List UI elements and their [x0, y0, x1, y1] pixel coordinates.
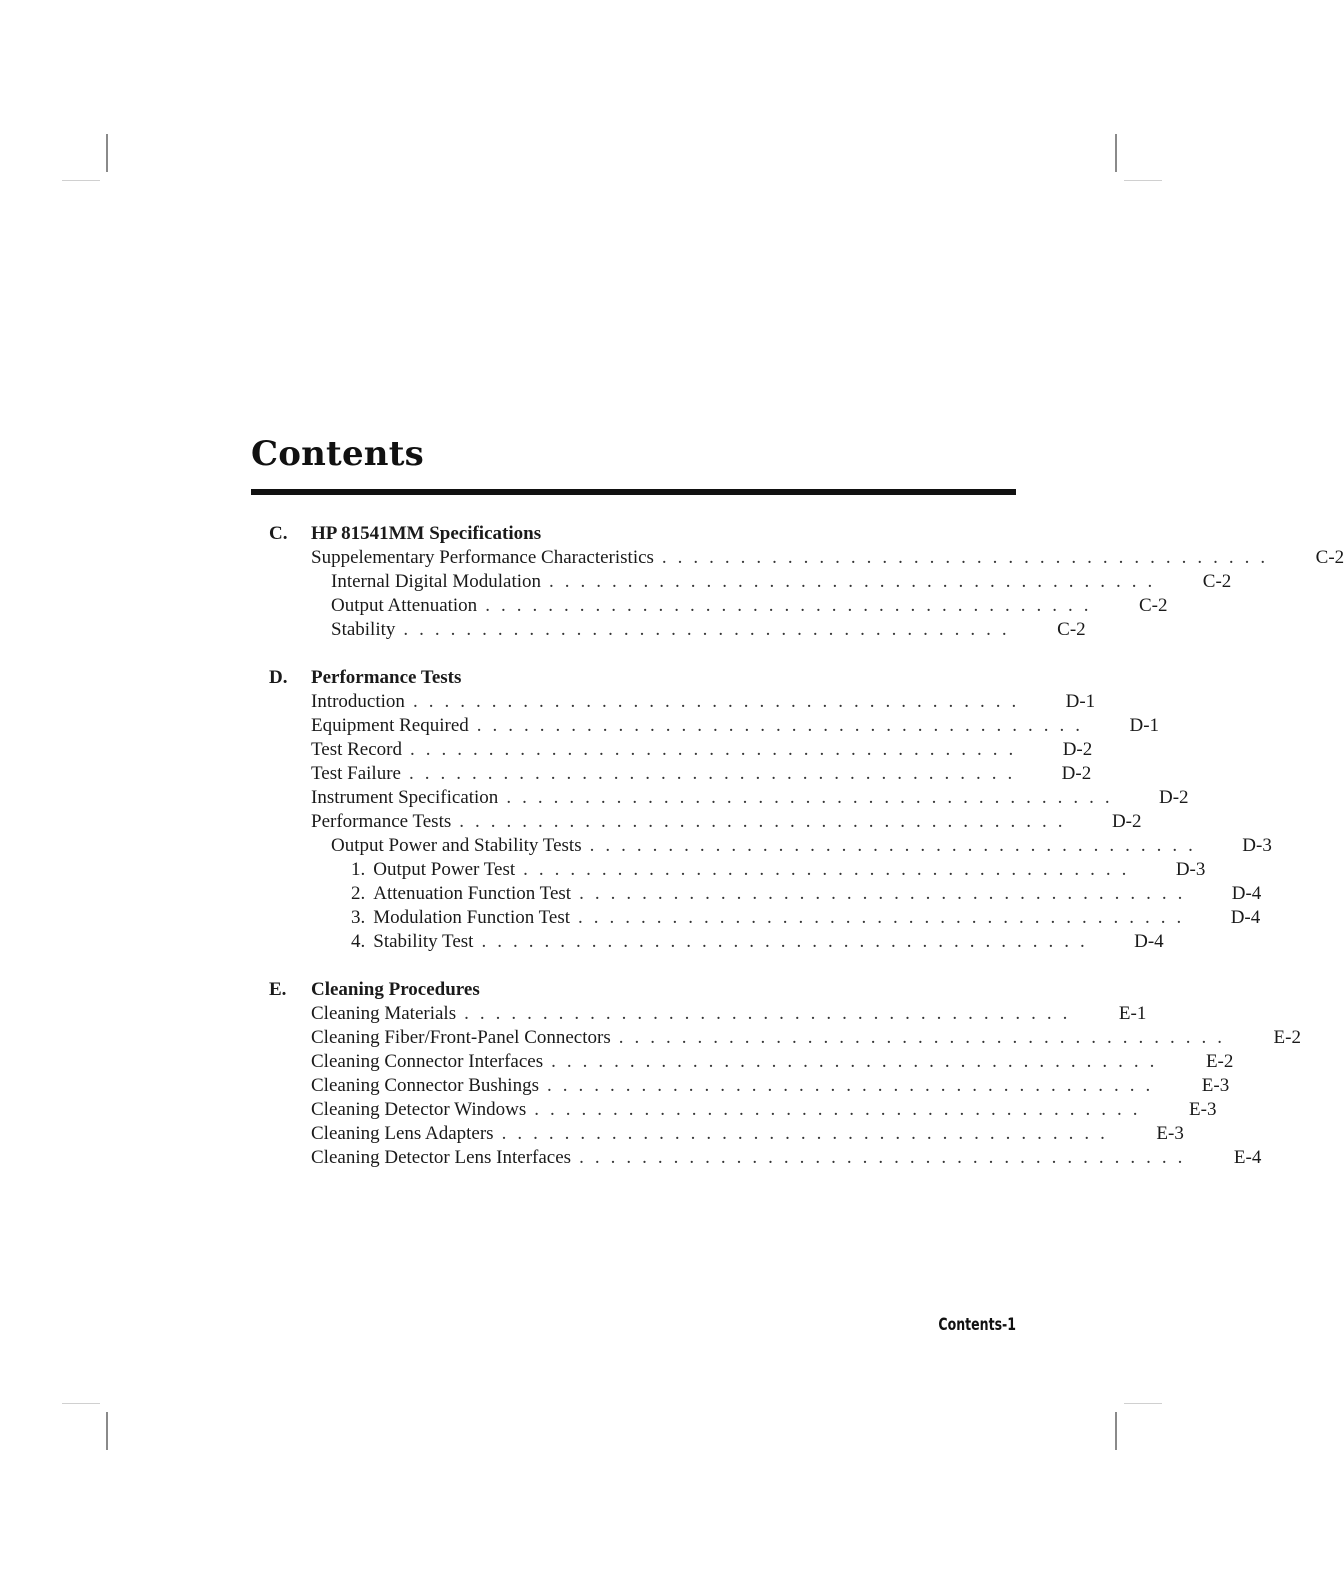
- dot-leader: .......................................: [403, 619, 1018, 640]
- toc-entry-page: D-1: [1065, 691, 1096, 712]
- toc-entry-label: Output Power and Stability Tests: [331, 835, 582, 856]
- toc-entry[interactable]: [251, 1002, 1147, 1026]
- chapter-title: Cleaning Procedures: [311, 979, 480, 1000]
- dot-leader: .......................................: [501, 1123, 1116, 1144]
- toc-entry[interactable]: [251, 858, 1206, 882]
- toc-entry-label: Cleaning Connector Interfaces: [311, 1051, 544, 1072]
- toc-entry-page: D-4: [1230, 907, 1261, 928]
- toc-entry[interactable]: [251, 834, 1272, 858]
- dot-leader: .......................................: [589, 835, 1204, 856]
- toc-entry-page: E-3: [1156, 1123, 1184, 1144]
- toc-entry[interactable]: [251, 690, 1096, 714]
- dot-leader: .......................................: [579, 883, 1194, 904]
- toc-entry[interactable]: [251, 930, 1164, 954]
- toc-entry-page: D-2: [1159, 787, 1189, 808]
- toc-entry-page: E-3: [1189, 1099, 1217, 1120]
- toc-entry[interactable]: [251, 714, 1160, 738]
- toc-entry-label: Cleaning Fiber/Front-Panel Connectors: [311, 1027, 611, 1048]
- toc-entry-page: D-3: [1175, 859, 1206, 880]
- crop-mark-top-left: [106, 134, 108, 172]
- toc-entry-page: D-2: [1111, 811, 1142, 832]
- chapter-title: HP 81541MM Specifications: [311, 523, 542, 544]
- dot-leader: .......................................: [410, 739, 1025, 760]
- toc-entry-page: E-1: [1118, 1003, 1147, 1024]
- dot-leader: .......................................: [534, 1099, 1149, 1120]
- toc-entry-page: D-4: [1231, 883, 1262, 904]
- crop-mark-bottom-left: [106, 1412, 108, 1450]
- chapter-e: [251, 978, 1301, 1170]
- chapter-c: [251, 522, 1344, 642]
- dot-leader: .......................................: [506, 787, 1121, 808]
- toc-entry[interactable]: [251, 882, 1262, 906]
- toc-entry-page: D-4: [1134, 931, 1164, 952]
- crop-mark-top-right-h: [1124, 180, 1162, 181]
- chapter-d: [251, 666, 1272, 954]
- crop-mark-top-right: [1115, 134, 1117, 172]
- toc-entry-page: E-3: [1201, 1075, 1230, 1096]
- toc-entry[interactable]: [251, 906, 1261, 930]
- chapter-title: Performance Tests: [311, 667, 462, 688]
- chapter-letter: E.: [269, 979, 287, 1000]
- dot-leader: .......................................: [551, 1051, 1166, 1072]
- dot-leader: .......................................: [408, 763, 1024, 784]
- dot-leader: .......................................: [485, 595, 1100, 616]
- toc-entry[interactable]: [251, 594, 1168, 618]
- toc-entry-label: Introduction: [311, 691, 405, 712]
- toc-entry[interactable]: [251, 738, 1093, 762]
- dot-leader: .......................................: [481, 931, 1096, 952]
- toc-entry-label: Instrument Specification: [311, 787, 499, 808]
- page-footer: Contents-1: [938, 1315, 1016, 1335]
- toc-entry-label: Stability Test: [373, 931, 474, 952]
- toc-entry-page: D-3: [1242, 835, 1272, 856]
- chapter-letter: C.: [269, 523, 288, 544]
- toc-entry-page: D-1: [1129, 715, 1160, 736]
- dot-leader: .......................................: [549, 571, 1164, 592]
- toc-entry[interactable]: [251, 1098, 1217, 1122]
- toc-entry-page: E-2: [1273, 1027, 1301, 1048]
- toc-entry[interactable]: [251, 786, 1189, 810]
- dot-leader: .......................................: [464, 1003, 1079, 1024]
- toc-entry-label: Suppelementary Performance Characteristics: [311, 547, 654, 568]
- chapter-letter: D.: [269, 667, 288, 688]
- dot-leader: .......................................: [579, 1147, 1194, 1168]
- toc-entry[interactable]: [251, 546, 1344, 570]
- page-title: Contents: [251, 434, 424, 474]
- toc-entry-label: Test Failure: [311, 763, 401, 784]
- toc-entry[interactable]: [251, 1146, 1262, 1170]
- chapter-heading[interactable]: [251, 666, 1016, 690]
- toc-entry-label: Cleaning Connector Bushings: [311, 1075, 539, 1096]
- toc-entry-page: C-2: [1315, 547, 1344, 568]
- toc-entry-label: Cleaning Lens Adapters: [311, 1123, 494, 1144]
- chapter-heading[interactable]: [251, 522, 1016, 546]
- toc-entry-number: 1.: [351, 859, 366, 880]
- toc-entry-label: Internal Digital Modulation: [331, 571, 542, 592]
- crop-mark-top-left-h: [62, 180, 100, 181]
- toc-entry[interactable]: [251, 570, 1232, 594]
- toc-entry-page: E-2: [1205, 1051, 1234, 1072]
- toc-entry-label: Output Power Test: [373, 859, 516, 880]
- toc-entry-page: E-4: [1233, 1147, 1262, 1168]
- toc-entry-page: D-2: [1062, 739, 1093, 760]
- dot-leader: .......................................: [412, 691, 1028, 712]
- toc-entry[interactable]: [251, 1074, 1230, 1098]
- dot-leader: .......................................: [476, 715, 1092, 736]
- toc-entry-number: 3.: [351, 907, 366, 928]
- toc-entry[interactable]: [251, 762, 1092, 786]
- toc-entry-label: Test Record: [311, 739, 403, 760]
- toc-entry-page: C-2: [1202, 571, 1232, 592]
- toc-entry[interactable]: [251, 1122, 1184, 1146]
- dot-leader: .......................................: [523, 859, 1138, 880]
- toc-entry-label: Modulation Function Test: [373, 907, 571, 928]
- toc-entry-page: D-2: [1061, 763, 1092, 784]
- dot-leader: .......................................: [546, 1075, 1162, 1096]
- title-rule: [251, 489, 1016, 495]
- toc-entry-page: C-2: [1138, 595, 1168, 616]
- toc-entry-label: Performance Tests: [311, 811, 452, 832]
- toc-entry-number: 4.: [351, 931, 366, 952]
- toc-entry[interactable]: [251, 1026, 1301, 1050]
- crop-mark-bottom-right: [1115, 1412, 1117, 1450]
- dot-leader: .......................................: [618, 1027, 1233, 1048]
- toc-entry-label: Equipment Required: [311, 715, 469, 736]
- chapter-heading[interactable]: [251, 978, 1016, 1002]
- toc-entry[interactable]: [251, 1050, 1234, 1074]
- crop-mark-bottom-right-h: [1124, 1403, 1162, 1404]
- dot-leader: .......................................: [661, 547, 1277, 568]
- toc-entry-number: 2.: [351, 883, 366, 904]
- toc-entry[interactable]: [251, 618, 1086, 642]
- toc-entry[interactable]: [251, 810, 1142, 834]
- crop-mark-bottom-left-h: [62, 1403, 100, 1404]
- toc-entry-label: Cleaning Detector Windows: [311, 1099, 527, 1120]
- table-of-contents: [251, 522, 1344, 1194]
- dot-leader: .......................................: [459, 811, 1074, 832]
- toc-entry-label: Output Attenuation: [331, 595, 478, 616]
- dot-leader: .......................................: [578, 907, 1193, 928]
- toc-entry-label: Attenuation Function Test: [373, 883, 572, 904]
- toc-entry-label: Stability: [331, 619, 396, 640]
- toc-entry-label: Cleaning Materials: [311, 1003, 457, 1024]
- toc-entry-label: Cleaning Detector Lens Interfaces: [311, 1147, 572, 1168]
- toc-entry-page: C-2: [1057, 619, 1086, 640]
